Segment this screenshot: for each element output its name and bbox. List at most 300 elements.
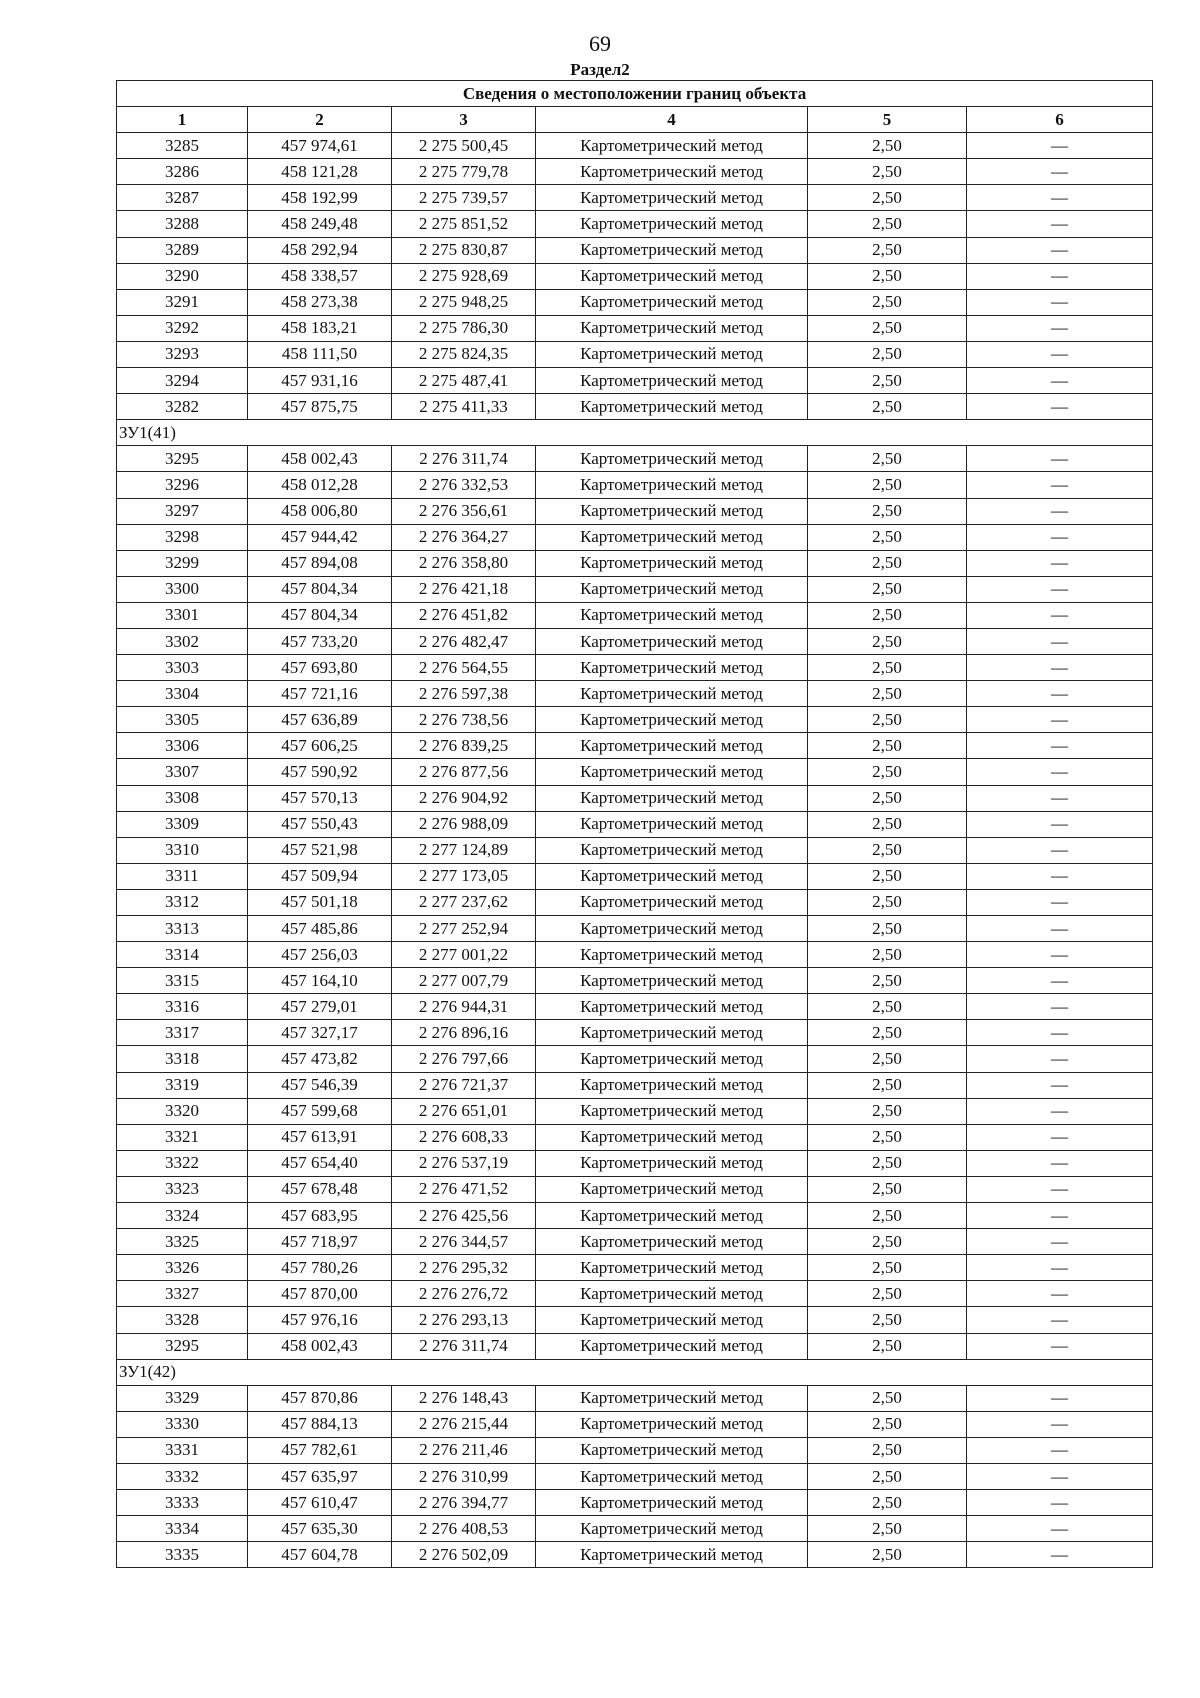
accuracy-cell: 2,50: [808, 968, 967, 994]
accuracy-cell: 2,50: [808, 916, 967, 942]
y-coordinate-cell: 2 275 851,52: [392, 211, 536, 237]
accuracy-cell: 2,50: [808, 1411, 967, 1437]
y-coordinate-cell: 2 275 487,41: [392, 368, 536, 394]
y-coordinate-cell: 2 276 904,92: [392, 785, 536, 811]
x-coordinate-cell: 457 931,16: [248, 368, 392, 394]
point-number-cell: 3292: [117, 315, 248, 341]
point-number-cell: 3315: [117, 968, 248, 994]
description-cell: —: [967, 524, 1153, 550]
y-coordinate-cell: 2 276 451,82: [392, 602, 536, 628]
y-coordinate-cell: 2 276 721,37: [392, 1072, 536, 1098]
accuracy-cell: 2,50: [808, 602, 967, 628]
x-coordinate-cell: 457 599,68: [248, 1098, 392, 1124]
section-title: Раздел2: [570, 60, 630, 79]
description-cell: —: [967, 1411, 1153, 1437]
accuracy-cell: 2,50: [808, 1542, 967, 1568]
accuracy-cell: 2,50: [808, 889, 967, 915]
method-cell: Картометрический метод: [536, 1229, 808, 1255]
description-cell: —: [967, 1020, 1153, 1046]
x-coordinate-cell: 457 521,98: [248, 837, 392, 863]
x-coordinate-cell: 458 002,43: [248, 1333, 392, 1359]
description-cell: —: [967, 707, 1153, 733]
point-number-cell: 3320: [117, 1098, 248, 1124]
y-coordinate-cell: 2 276 148,43: [392, 1385, 536, 1411]
y-coordinate-cell: 2 277 173,05: [392, 863, 536, 889]
table-head: [117, 81, 1153, 133]
x-coordinate-cell: 457 606,25: [248, 733, 392, 759]
description-cell: —: [967, 785, 1153, 811]
accuracy-cell: 2,50: [808, 863, 967, 889]
table-row: [117, 655, 1153, 681]
method-cell: Картометрический метод: [536, 394, 808, 420]
accuracy-cell: 2,50: [808, 1490, 967, 1516]
description-cell: —: [967, 811, 1153, 837]
method-cell: Картометрический метод: [536, 681, 808, 707]
y-coordinate-cell: 2 276 211,46: [392, 1437, 536, 1463]
y-coordinate-cell: 2 276 394,77: [392, 1490, 536, 1516]
description-cell: —: [967, 1072, 1153, 1098]
table-row: [117, 1150, 1153, 1176]
y-coordinate-cell: 2 275 830,87: [392, 237, 536, 263]
method-cell: Картометрический метод: [536, 237, 808, 263]
point-number-cell: 3300: [117, 576, 248, 602]
point-number-cell: 3314: [117, 942, 248, 968]
accuracy-cell: 2,50: [808, 211, 967, 237]
y-coordinate-cell: 2 275 786,30: [392, 315, 536, 341]
x-coordinate-cell: 457 610,47: [248, 1490, 392, 1516]
x-coordinate-cell: 458 249,48: [248, 211, 392, 237]
description-cell: —: [967, 759, 1153, 785]
accuracy-cell: 2,50: [808, 446, 967, 472]
description-cell: —: [967, 733, 1153, 759]
point-number-cell: 3307: [117, 759, 248, 785]
group-row: [117, 1359, 1153, 1385]
table-row: [117, 1098, 1153, 1124]
description-cell: —: [967, 602, 1153, 628]
point-number-cell: 3323: [117, 1176, 248, 1202]
point-number-cell: 3322: [117, 1150, 248, 1176]
x-coordinate-cell: 457 604,78: [248, 1542, 392, 1568]
accuracy-cell: 2,50: [808, 1046, 967, 1072]
method-cell: Картометрический метод: [536, 1516, 808, 1542]
description-cell: —: [967, 237, 1153, 263]
x-coordinate-cell: 457 804,34: [248, 602, 392, 628]
point-number-cell: 3302: [117, 628, 248, 654]
point-number-cell: 3312: [117, 889, 248, 915]
method-cell: Картометрический метод: [536, 498, 808, 524]
accuracy-cell: 2,50: [808, 811, 967, 837]
point-number-cell: 3330: [117, 1411, 248, 1437]
x-coordinate-cell: 457 718,97: [248, 1229, 392, 1255]
table-row: [117, 1046, 1153, 1072]
method-cell: Картометрический метод: [536, 602, 808, 628]
method-cell: Картометрический метод: [536, 1176, 808, 1202]
description-cell: —: [967, 1150, 1153, 1176]
point-number-cell: 3289: [117, 237, 248, 263]
table-row: [117, 785, 1153, 811]
y-coordinate-cell: 2 276 358,80: [392, 550, 536, 576]
y-coordinate-cell: 2 276 344,57: [392, 1229, 536, 1255]
method-cell: Картометрический метод: [536, 341, 808, 367]
accuracy-cell: 2,50: [808, 472, 967, 498]
accuracy-cell: 2,50: [808, 1437, 967, 1463]
method-cell: Картометрический метод: [536, 916, 808, 942]
accuracy-cell: 2,50: [808, 785, 967, 811]
method-cell: Картометрический метод: [536, 628, 808, 654]
method-cell: Картометрический метод: [536, 1072, 808, 1098]
point-number-cell: 3334: [117, 1516, 248, 1542]
table-row: [117, 1307, 1153, 1333]
y-coordinate-cell: 2 276 332,53: [392, 472, 536, 498]
point-number-cell: 3303: [117, 655, 248, 681]
column-header: 5: [808, 107, 967, 133]
description-cell: —: [967, 368, 1153, 394]
y-coordinate-cell: 2 276 421,18: [392, 576, 536, 602]
accuracy-cell: 2,50: [808, 707, 967, 733]
accuracy-cell: 2,50: [808, 994, 967, 1020]
boundary-table: [116, 80, 1153, 1568]
point-number-cell: 3316: [117, 994, 248, 1020]
x-coordinate-cell: 457 733,20: [248, 628, 392, 654]
description-cell: —: [967, 1124, 1153, 1150]
table-row: [117, 237, 1153, 263]
method-cell: Картометрический метод: [536, 994, 808, 1020]
accuracy-cell: 2,50: [808, 1385, 967, 1411]
method-cell: Картометрический метод: [536, 1098, 808, 1124]
y-coordinate-cell: 2 276 944,31: [392, 994, 536, 1020]
method-cell: Картометрический метод: [536, 733, 808, 759]
method-cell: Картометрический метод: [536, 1150, 808, 1176]
accuracy-cell: 2,50: [808, 576, 967, 602]
column-header: 6: [967, 107, 1153, 133]
point-number-cell: 3326: [117, 1255, 248, 1281]
x-coordinate-cell: 457 327,17: [248, 1020, 392, 1046]
table-row: [117, 994, 1153, 1020]
x-coordinate-cell: 458 111,50: [248, 341, 392, 367]
accuracy-cell: 2,50: [808, 263, 967, 289]
point-number-cell: 3324: [117, 1203, 248, 1229]
description-cell: —: [967, 681, 1153, 707]
point-number-cell: 3335: [117, 1542, 248, 1568]
y-coordinate-cell: 2 276 988,09: [392, 811, 536, 837]
accuracy-cell: 2,50: [808, 942, 967, 968]
method-cell: Картометрический метод: [536, 1333, 808, 1359]
x-coordinate-cell: 457 721,16: [248, 681, 392, 707]
description-cell: —: [967, 942, 1153, 968]
point-number-cell: 3301: [117, 602, 248, 628]
y-coordinate-cell: 2 276 310,99: [392, 1463, 536, 1489]
description-cell: —: [967, 1046, 1153, 1072]
group-label: ЗУ1(41): [117, 420, 1153, 446]
y-coordinate-cell: 2 276 425,56: [392, 1203, 536, 1229]
accuracy-cell: 2,50: [808, 341, 967, 367]
table-row: [117, 289, 1153, 315]
method-cell: Картометрический метод: [536, 524, 808, 550]
method-cell: Картометрический метод: [536, 133, 808, 159]
point-number-cell: 3328: [117, 1307, 248, 1333]
y-coordinate-cell: 2 277 124,89: [392, 837, 536, 863]
x-coordinate-cell: 457 875,75: [248, 394, 392, 420]
description-cell: —: [967, 837, 1153, 863]
description-cell: —: [967, 655, 1153, 681]
description-cell: —: [967, 628, 1153, 654]
accuracy-cell: 2,50: [808, 1203, 967, 1229]
accuracy-cell: 2,50: [808, 1150, 967, 1176]
accuracy-cell: 2,50: [808, 1463, 967, 1489]
x-coordinate-cell: 457 613,91: [248, 1124, 392, 1150]
table-row: [117, 263, 1153, 289]
column-header: 4: [536, 107, 808, 133]
description-cell: —: [967, 1203, 1153, 1229]
description-cell: —: [967, 1490, 1153, 1516]
method-cell: Картометрический метод: [536, 1437, 808, 1463]
description-cell: —: [967, 263, 1153, 289]
x-coordinate-cell: 458 183,21: [248, 315, 392, 341]
table-row: [117, 1020, 1153, 1046]
method-cell: Картометрический метод: [536, 1255, 808, 1281]
method-cell: Картометрический метод: [536, 211, 808, 237]
y-coordinate-cell: 2 276 482,47: [392, 628, 536, 654]
y-coordinate-cell: 2 277 007,79: [392, 968, 536, 994]
method-cell: Картометрический метод: [536, 889, 808, 915]
y-coordinate-cell: 2 276 502,09: [392, 1542, 536, 1568]
x-coordinate-cell: 457 870,00: [248, 1281, 392, 1307]
x-coordinate-cell: 458 273,38: [248, 289, 392, 315]
table-row: [117, 707, 1153, 733]
description-cell: —: [967, 498, 1153, 524]
method-cell: Картометрический метод: [536, 1203, 808, 1229]
y-coordinate-cell: 2 277 237,62: [392, 889, 536, 915]
y-coordinate-cell: 2 275 779,78: [392, 159, 536, 185]
description-cell: —: [967, 1333, 1153, 1359]
caption-row: [117, 81, 1153, 107]
table-row: [117, 341, 1153, 367]
accuracy-cell: 2,50: [808, 1516, 967, 1542]
method-cell: Картометрический метод: [536, 1124, 808, 1150]
description-cell: —: [967, 1176, 1153, 1202]
method-cell: Картометрический метод: [536, 1463, 808, 1489]
description-cell: —: [967, 289, 1153, 315]
description-cell: —: [967, 1307, 1153, 1333]
accuracy-cell: 2,50: [808, 655, 967, 681]
accuracy-cell: 2,50: [808, 498, 967, 524]
description-cell: —: [967, 133, 1153, 159]
point-number-cell: 3306: [117, 733, 248, 759]
y-coordinate-cell: 2 276 408,53: [392, 1516, 536, 1542]
point-number-cell: 3313: [117, 916, 248, 942]
point-number-cell: 3331: [117, 1437, 248, 1463]
description-cell: —: [967, 472, 1153, 498]
table-row: [117, 1437, 1153, 1463]
method-cell: Картометрический метод: [536, 942, 808, 968]
table-row: [117, 1490, 1153, 1516]
description-cell: —: [967, 1437, 1153, 1463]
point-number-cell: 3309: [117, 811, 248, 837]
table-row: [117, 681, 1153, 707]
point-number-cell: 3296: [117, 472, 248, 498]
accuracy-cell: 2,50: [808, 1281, 967, 1307]
method-cell: Картометрический метод: [536, 446, 808, 472]
table-row: [117, 968, 1153, 994]
table-row: [117, 1411, 1153, 1437]
table-row: [117, 1176, 1153, 1202]
table-row: [117, 315, 1153, 341]
table-row: [117, 1516, 1153, 1542]
description-cell: —: [967, 1385, 1153, 1411]
accuracy-cell: 2,50: [808, 1255, 967, 1281]
y-coordinate-cell: 2 275 824,35: [392, 341, 536, 367]
point-number-cell: 3285: [117, 133, 248, 159]
accuracy-cell: 2,50: [808, 1333, 967, 1359]
x-coordinate-cell: 457 693,80: [248, 655, 392, 681]
point-number-cell: 3295: [117, 1333, 248, 1359]
table-row: [117, 550, 1153, 576]
description-cell: —: [967, 1516, 1153, 1542]
accuracy-cell: 2,50: [808, 1072, 967, 1098]
table-row: [117, 472, 1153, 498]
point-number-cell: 3294: [117, 368, 248, 394]
table-row: [117, 837, 1153, 863]
description-cell: —: [967, 916, 1153, 942]
description-cell: —: [967, 968, 1153, 994]
y-coordinate-cell: 2 276 608,33: [392, 1124, 536, 1150]
point-number-cell: 3305: [117, 707, 248, 733]
x-coordinate-cell: 457 635,97: [248, 1463, 392, 1489]
table-row: [117, 446, 1153, 472]
x-coordinate-cell: 457 894,08: [248, 550, 392, 576]
y-coordinate-cell: 2 276 311,74: [392, 446, 536, 472]
method-cell: Картометрический метод: [536, 759, 808, 785]
column-header: 2: [248, 107, 392, 133]
description-cell: —: [967, 576, 1153, 602]
group-label: ЗУ1(42): [117, 1359, 1153, 1385]
description-cell: —: [967, 1463, 1153, 1489]
x-coordinate-cell: 457 279,01: [248, 994, 392, 1020]
accuracy-cell: 2,50: [808, 1229, 967, 1255]
table-row: [117, 1333, 1153, 1359]
table-row: [117, 211, 1153, 237]
y-coordinate-cell: 2 276 293,13: [392, 1307, 536, 1333]
x-coordinate-cell: 457 884,13: [248, 1411, 392, 1437]
x-coordinate-cell: 457 780,26: [248, 1255, 392, 1281]
point-number-cell: 3310: [117, 837, 248, 863]
y-coordinate-cell: 2 276 471,52: [392, 1176, 536, 1202]
description-cell: —: [967, 315, 1153, 341]
table-row: [117, 159, 1153, 185]
method-cell: Картометрический метод: [536, 1307, 808, 1333]
point-number-cell: 3304: [117, 681, 248, 707]
y-coordinate-cell: 2 276 356,61: [392, 498, 536, 524]
table-body: [117, 133, 1153, 1568]
x-coordinate-cell: 457 550,43: [248, 811, 392, 837]
method-cell: Картометрический метод: [536, 655, 808, 681]
y-coordinate-cell: 2 276 877,56: [392, 759, 536, 785]
table-row: [117, 1542, 1153, 1568]
x-coordinate-cell: 458 012,28: [248, 472, 392, 498]
table-row: [117, 1385, 1153, 1411]
table-row: [117, 498, 1153, 524]
y-coordinate-cell: 2 277 001,22: [392, 942, 536, 968]
group-row: [117, 420, 1153, 446]
description-cell: —: [967, 341, 1153, 367]
description-cell: —: [967, 1229, 1153, 1255]
point-number-cell: 3311: [117, 863, 248, 889]
table-row: [117, 733, 1153, 759]
accuracy-cell: 2,50: [808, 550, 967, 576]
x-coordinate-cell: 458 121,28: [248, 159, 392, 185]
x-coordinate-cell: 457 678,48: [248, 1176, 392, 1202]
x-coordinate-cell: 457 683,95: [248, 1203, 392, 1229]
point-number-cell: 3329: [117, 1385, 248, 1411]
accuracy-cell: 2,50: [808, 1098, 967, 1124]
table-row: [117, 1229, 1153, 1255]
x-coordinate-cell: 457 782,61: [248, 1437, 392, 1463]
method-cell: Картометрический метод: [536, 707, 808, 733]
description-cell: —: [967, 994, 1153, 1020]
point-number-cell: 3327: [117, 1281, 248, 1307]
method-cell: Картометрический метод: [536, 368, 808, 394]
method-cell: Картометрический метод: [536, 472, 808, 498]
table-row: [117, 1072, 1153, 1098]
table-row: [117, 759, 1153, 785]
y-coordinate-cell: 2 276 651,01: [392, 1098, 536, 1124]
point-number-cell: 3286: [117, 159, 248, 185]
point-number-cell: 3325: [117, 1229, 248, 1255]
table-row: [117, 1463, 1153, 1489]
accuracy-cell: 2,50: [808, 733, 967, 759]
description-cell: —: [967, 211, 1153, 237]
description-cell: —: [967, 159, 1153, 185]
method-cell: Картометрический метод: [536, 159, 808, 185]
x-coordinate-cell: 457 636,89: [248, 707, 392, 733]
point-number-cell: 3282: [117, 394, 248, 420]
point-number-cell: 3318: [117, 1046, 248, 1072]
table-row: [117, 133, 1153, 159]
description-cell: —: [967, 889, 1153, 915]
y-coordinate-cell: 2 275 411,33: [392, 394, 536, 420]
column-header: 1: [117, 107, 248, 133]
table-row: [117, 916, 1153, 942]
point-number-cell: 3321: [117, 1124, 248, 1150]
y-coordinate-cell: 2 276 364,27: [392, 524, 536, 550]
description-cell: —: [967, 1281, 1153, 1307]
table-row: [117, 889, 1153, 915]
method-cell: Картометрический метод: [536, 185, 808, 211]
accuracy-cell: 2,50: [808, 1176, 967, 1202]
table-caption: Сведения о местоположении границ объекта: [117, 81, 1153, 107]
y-coordinate-cell: 2 276 738,56: [392, 707, 536, 733]
x-coordinate-cell: 458 192,99: [248, 185, 392, 211]
table-row: [117, 185, 1153, 211]
x-coordinate-cell: 457 870,86: [248, 1385, 392, 1411]
table-row: [117, 628, 1153, 654]
x-coordinate-cell: 457 509,94: [248, 863, 392, 889]
accuracy-cell: 2,50: [808, 628, 967, 654]
page-number: 69: [589, 31, 611, 56]
accuracy-cell: 2,50: [808, 368, 967, 394]
point-number-cell: 3297: [117, 498, 248, 524]
y-coordinate-cell: 2 276 896,16: [392, 1020, 536, 1046]
y-coordinate-cell: 2 275 928,69: [392, 263, 536, 289]
y-coordinate-cell: 2 276 597,38: [392, 681, 536, 707]
point-number-cell: 3291: [117, 289, 248, 315]
description-cell: —: [967, 1255, 1153, 1281]
method-cell: Картометрический метод: [536, 863, 808, 889]
y-coordinate-cell: 2 276 537,19: [392, 1150, 536, 1176]
description-cell: —: [967, 1098, 1153, 1124]
accuracy-cell: 2,50: [808, 315, 967, 341]
method-cell: Картометрический метод: [536, 1020, 808, 1046]
